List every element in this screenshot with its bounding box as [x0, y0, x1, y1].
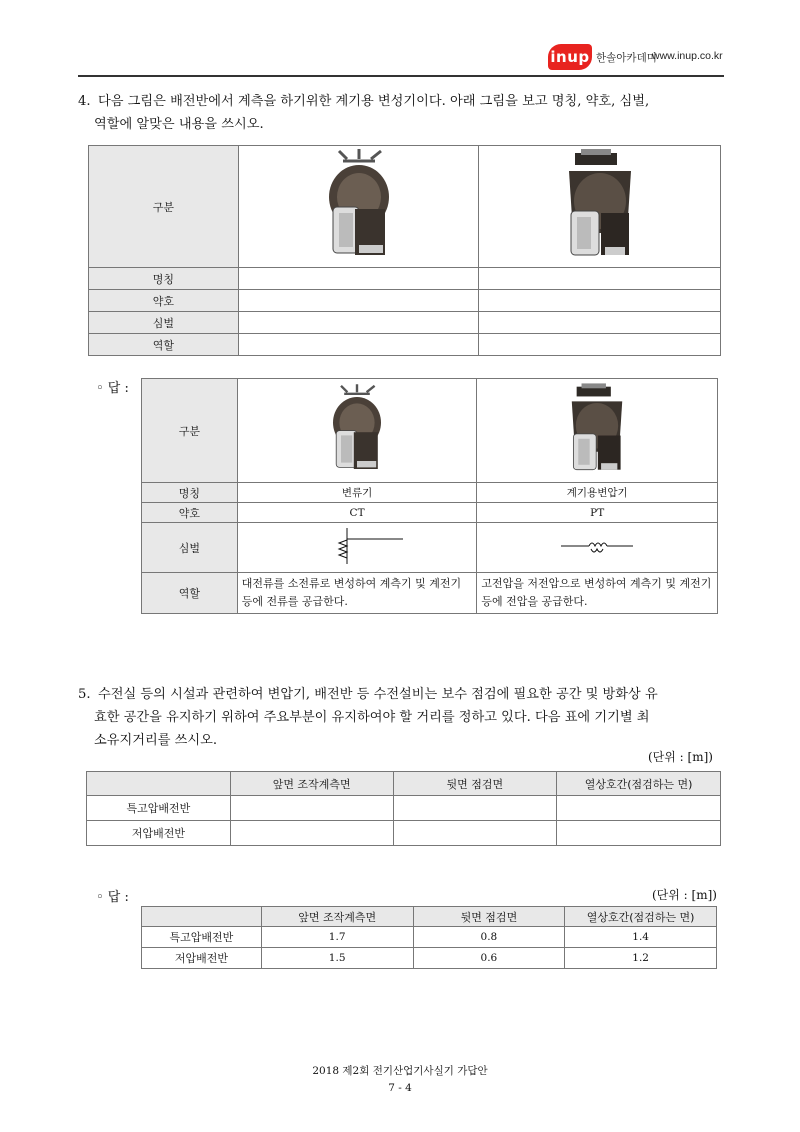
ct-symbol-cell — [237, 523, 477, 573]
blank-cell — [479, 312, 721, 334]
column-header: 앞면 조작계측면 — [261, 907, 413, 927]
question-text: 수전실 등의 시설과 관련하여 변압기, 배전반 등 수전설비는 보수 점검에 필요한 공간 및 방화상 유 — [98, 687, 658, 702]
question-text: 역할에 알맞은 내용을 쓰시오. — [94, 117, 264, 132]
row-label: 역할 — [89, 334, 239, 356]
row-label: 명칭 — [89, 268, 239, 290]
header-cell: 구분 — [89, 146, 239, 268]
image-cell — [479, 146, 721, 268]
value-cell: 1.4 — [565, 927, 717, 948]
column-header: 앞면 조작계측면 — [230, 772, 393, 796]
current-transformer-image — [319, 149, 399, 261]
pt-role: 고전압을 저전압으로 변성하여 계측기 및 계전기 등에 전압을 공급한다. — [477, 573, 718, 614]
blank-cell — [230, 821, 393, 846]
row-label: 특고압배전반 — [87, 796, 231, 821]
header-cell — [87, 772, 231, 796]
question-text: 다음 그림은 배전반에서 계측을 하기위한 계기용 변성기이다. 아래 그림을 보고 명칭, 약호, 심벌, — [98, 94, 650, 109]
header-cell: 구분 — [142, 379, 238, 483]
q5-answer-table — [141, 906, 717, 969]
ct-symbol-icon — [307, 526, 407, 566]
q4-table — [88, 145, 721, 356]
blank-cell — [238, 290, 479, 312]
value-cell: 1.5 — [261, 948, 413, 969]
question-4 — [78, 90, 728, 136]
blank-cell — [479, 290, 721, 312]
header-rule — [78, 75, 724, 77]
row-label: 심벌 — [89, 312, 239, 334]
answer-marker: ◦ 답 : — [96, 381, 129, 396]
page-number: 7 - 4 — [388, 1082, 412, 1094]
column-header: 뒷면 점검면 — [393, 772, 557, 796]
ct-abbr: CT — [237, 503, 477, 523]
brand-logo: inup — [548, 44, 592, 70]
header-cell — [142, 907, 262, 927]
q4-answer-table — [141, 378, 718, 614]
blank-cell — [230, 796, 393, 821]
footer-title: 2018 제2회 전기산업기사실기 가답안 — [312, 1065, 488, 1077]
q5-table — [86, 771, 721, 846]
potential-transformer-image — [562, 381, 632, 477]
question-number: 4. — [78, 94, 91, 109]
answer-marker: ◦ 답 : — [96, 890, 129, 905]
pt-name: 계기용변압기 — [477, 483, 718, 503]
column-header: 뒷면 점검면 — [413, 907, 565, 927]
pt-abbr: PT — [477, 503, 718, 523]
brand-url: www.inup.co.kr — [652, 50, 723, 62]
value-cell: 1.7 — [261, 927, 413, 948]
question-5 — [78, 683, 728, 752]
image-cell — [237, 379, 477, 483]
image-cell — [477, 379, 718, 483]
question-number: 5. — [78, 687, 91, 702]
row-label: 저압배전반 — [142, 948, 262, 969]
unit-label: (단위 : [m]) — [648, 750, 713, 764]
ct-role: 대전류를 소전류로 변성하여 계측기 및 계전기 등에 전류를 공급한다. — [237, 573, 477, 614]
value-cell: 1.2 — [565, 948, 717, 969]
blank-cell — [238, 312, 479, 334]
ct-name: 변류기 — [237, 483, 477, 503]
potential-transformer-image — [557, 149, 643, 261]
pt-symbol-cell — [477, 523, 718, 573]
blank-cell — [557, 796, 721, 821]
blank-cell — [238, 334, 479, 356]
pt-symbol-icon — [557, 531, 637, 561]
blank-cell — [479, 334, 721, 356]
blank-cell — [238, 268, 479, 290]
value-cell: 0.6 — [413, 948, 565, 969]
image-cell — [238, 146, 479, 268]
blank-cell — [479, 268, 721, 290]
column-header: 열상호간(점검하는 면) — [557, 772, 721, 796]
brand-name: 한솔아카데미 — [596, 52, 657, 64]
row-label: 약호 — [142, 503, 238, 523]
current-transformer-image — [325, 381, 389, 477]
question-text: 효한 공간을 유지하기 위하여 주요부분이 유지하여야 할 거리를 정하고 있다. 다음 표에 기기별 최 — [94, 710, 650, 725]
blank-cell — [393, 796, 557, 821]
row-label: 특고압배전반 — [142, 927, 262, 948]
blank-cell — [557, 821, 721, 846]
blank-cell — [393, 821, 557, 846]
row-label: 저압배전반 — [87, 821, 231, 846]
row-label: 심벌 — [142, 523, 238, 573]
question-text: 소유지거리를 쓰시오. — [94, 733, 218, 748]
value-cell: 0.8 — [413, 927, 565, 948]
row-label: 명칭 — [142, 483, 238, 503]
row-label: 약호 — [89, 290, 239, 312]
row-label: 역할 — [142, 573, 238, 614]
column-header: 열상호간(점검하는 면) — [565, 907, 717, 927]
unit-label: (단위 : [m]) — [652, 888, 717, 902]
